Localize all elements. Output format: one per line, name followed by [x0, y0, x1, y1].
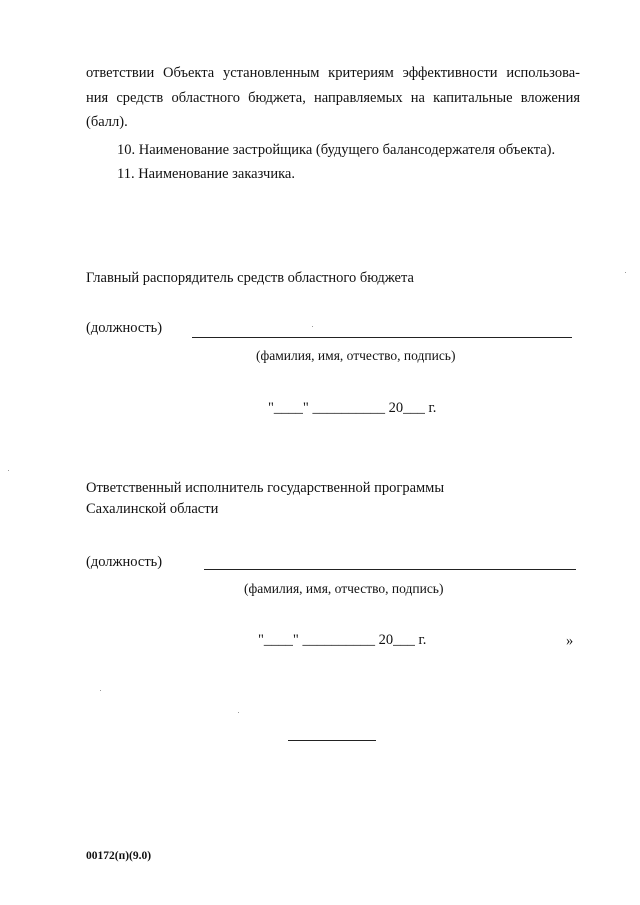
scan-speck: [238, 712, 239, 713]
block2-heading-line2: Сахалинской области: [86, 501, 219, 517]
block1-signature-line: [192, 337, 572, 338]
scan-speck: [312, 326, 313, 327]
block1-heading: Главный распорядитель средств областного бюджета: [86, 270, 414, 286]
item-11: 11. Наименование заказчика.: [117, 166, 295, 182]
closing-quote-mark: »: [566, 633, 574, 649]
block1-position-label: (должность): [86, 320, 163, 336]
block2-signature-line: [204, 569, 576, 570]
scan-speck: [8, 470, 9, 471]
block2-heading-line1: Ответственный исполнитель государственной программы: [86, 480, 445, 496]
paragraph-line-1: ответствии Объекта установленным критериям эффективности использова-: [86, 65, 580, 81]
item-10: 10. Наименование застройщика (будущего балансодержателя объекта).: [117, 142, 556, 158]
paragraph-line-2: ния средств областного бюджета, направляемых на капитальные вложения: [86, 90, 580, 106]
block1-date-line: "____" __________ 20___ г.: [268, 400, 437, 416]
scan-speck: [100, 690, 101, 691]
closing-separator: [288, 740, 376, 741]
block1-signature-caption: (фамилия, имя, отчество, подпись): [256, 348, 456, 363]
block2-position-label: (должность): [86, 554, 163, 570]
scan-speck: [625, 272, 626, 273]
paragraph-line-3: (балл).: [86, 114, 128, 130]
block2-date-line: "____" __________ 20___ г.: [258, 632, 427, 648]
document-code: 00172(п)(9.0): [86, 850, 152, 862]
block2-signature-caption: (фамилия, имя, отчество, подпись): [244, 581, 444, 596]
